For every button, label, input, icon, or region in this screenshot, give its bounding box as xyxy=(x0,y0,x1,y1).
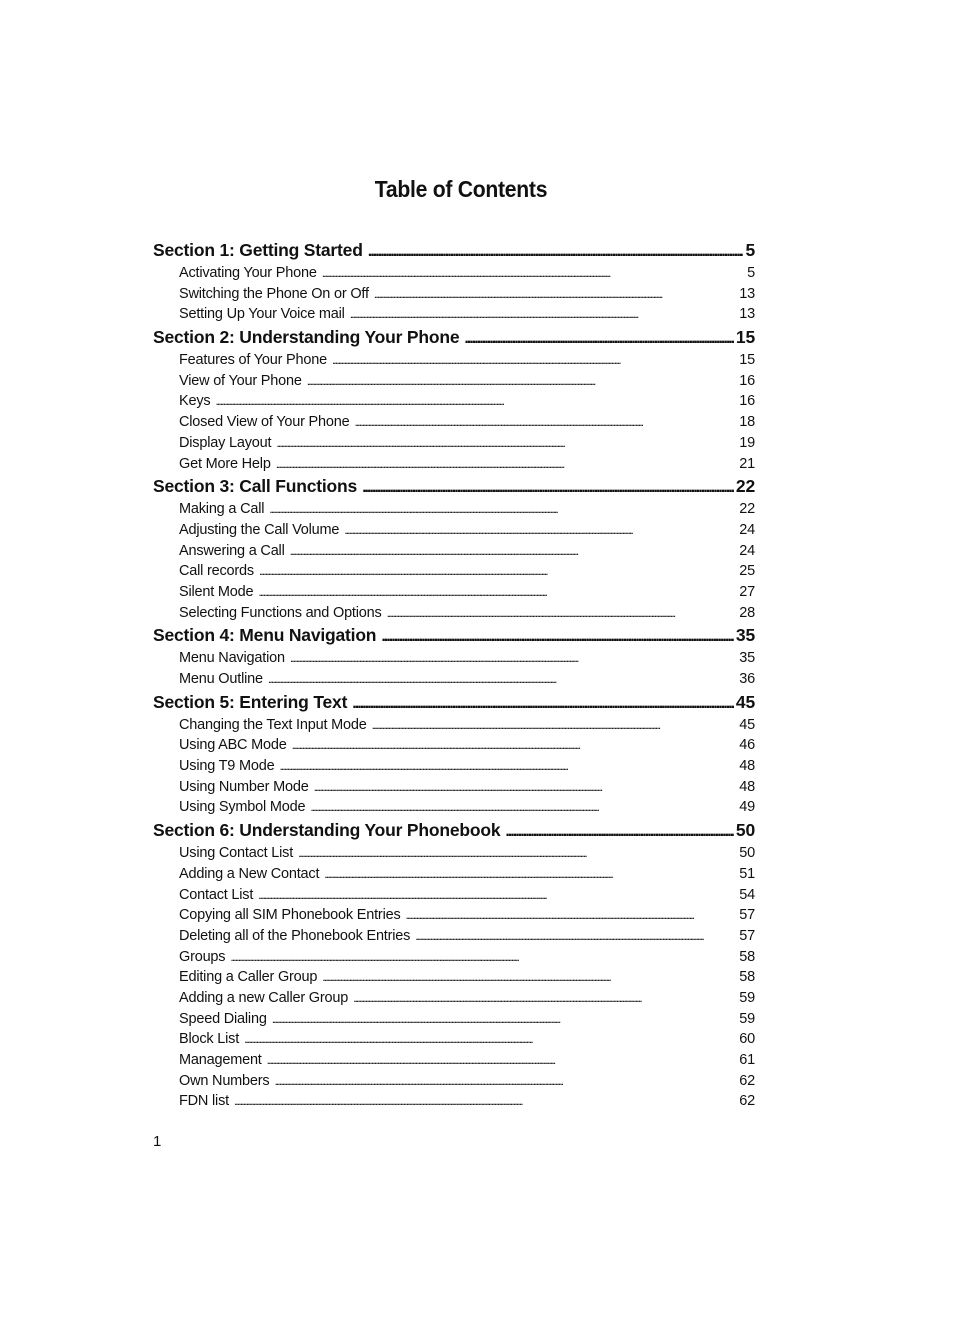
toc-entry-label: Menu Outline xyxy=(179,671,263,687)
dot-leader xyxy=(350,304,738,325)
toc-entry-label: Adding a New Contact xyxy=(179,865,320,882)
toc-entry[interactable] xyxy=(153,988,755,1009)
toc-section[interactable] xyxy=(153,238,755,263)
toc-section-label: Section 3: Call Functions xyxy=(153,476,358,497)
toc-entry[interactable] xyxy=(153,433,755,454)
dot-leader xyxy=(374,284,737,305)
toc-entry-label: Answering a Call xyxy=(179,542,285,559)
toc-entry[interactable] xyxy=(153,735,755,756)
toc-entry-label: Changing the Text Input Mode xyxy=(179,716,367,733)
toc-entry-page: 46 xyxy=(739,737,755,754)
toc-entry-label: Copying all SIM Phonebook Entries xyxy=(179,907,401,924)
dot-leader xyxy=(298,843,737,864)
toc-entry-page: 62 xyxy=(739,1093,755,1110)
dot-leader xyxy=(276,433,737,454)
toc-entry-label: Adjusting the Call Volume xyxy=(179,521,340,538)
dot-leader xyxy=(258,885,737,906)
table-of-contents xyxy=(153,238,755,1112)
dot-leader xyxy=(272,1009,738,1030)
dot-leader xyxy=(267,1050,738,1071)
toc-entry[interactable] xyxy=(153,648,755,669)
toc-entry[interactable] xyxy=(153,885,755,906)
toc-entry-page: 45 xyxy=(739,716,755,733)
dot-leader xyxy=(332,350,737,371)
toc-entry[interactable] xyxy=(153,561,755,582)
toc-entry-label: Silent Mode xyxy=(179,583,254,600)
toc-section-page: 50 xyxy=(735,820,755,841)
toc-entry[interactable] xyxy=(153,669,755,690)
toc-entry-label: Setting Up Your Voice mail xyxy=(179,306,345,323)
toc-entry-page: 50 xyxy=(739,845,755,862)
toc-section[interactable] xyxy=(153,325,755,350)
toc-entry-page: 16 xyxy=(739,393,755,410)
toc-entry-label: Activating Your Phone xyxy=(179,265,317,281)
toc-entry-label: Management xyxy=(179,1052,262,1068)
toc-entry[interactable] xyxy=(153,1009,755,1030)
toc-entry[interactable] xyxy=(153,603,755,624)
dot-leader xyxy=(406,905,738,926)
toc-section-page: 35 xyxy=(735,625,755,646)
toc-section-label: Section 4: Menu Navigation xyxy=(153,625,377,646)
toc-entry-label: Editing a Caller Group xyxy=(179,969,318,986)
toc-section[interactable] xyxy=(153,623,755,648)
toc-entry-label: Adding a new Caller Group xyxy=(179,989,349,1006)
dot-leader xyxy=(415,926,737,947)
toc-entry[interactable] xyxy=(153,715,755,736)
toc-entry-page: 21 xyxy=(739,455,755,472)
toc-entry-label: Using Symbol Mode xyxy=(179,799,306,816)
dot-leader xyxy=(274,1071,737,1092)
toc-entry-label: Switching the Phone On or Off xyxy=(179,285,369,302)
toc-entry-page: 16 xyxy=(739,372,755,389)
dot-leader xyxy=(505,819,734,843)
toc-entry[interactable] xyxy=(153,371,755,392)
toc-entry-label: FDN list xyxy=(179,1093,229,1110)
dot-leader xyxy=(292,735,738,756)
dot-leader xyxy=(276,454,738,475)
toc-entry[interactable] xyxy=(153,541,755,562)
toc-entry-label: Menu Navigation xyxy=(179,650,285,667)
toc-entry-label: Using ABC Mode xyxy=(179,737,287,754)
toc-entry[interactable] xyxy=(153,947,755,968)
toc-section[interactable] xyxy=(153,690,755,715)
toc-entry-page: 49 xyxy=(739,799,755,816)
toc-entry-page: 19 xyxy=(739,434,755,451)
dot-leader xyxy=(269,499,737,520)
toc-entry-label: Own Numbers xyxy=(179,1072,270,1089)
toc-entry[interactable] xyxy=(153,1029,755,1050)
toc-entry-page: 36 xyxy=(739,671,755,687)
toc-entry-page: 28 xyxy=(739,604,755,621)
toc-section-label: Section 6: Understanding Your Phonebook xyxy=(153,820,501,841)
toc-section-page: 45 xyxy=(735,691,755,712)
toc-entry-page: 57 xyxy=(739,907,755,924)
toc-entry-label: Get More Help xyxy=(179,455,271,472)
toc-section-page: 15 xyxy=(735,327,755,348)
toc-section[interactable] xyxy=(153,474,755,499)
dot-leader xyxy=(314,777,738,798)
toc-entry[interactable] xyxy=(153,797,755,818)
toc-entry[interactable] xyxy=(153,843,755,864)
toc-entry-label: Call records xyxy=(179,563,254,580)
dot-leader xyxy=(381,624,734,648)
toc-entry-page: 60 xyxy=(739,1031,755,1048)
dot-leader xyxy=(244,1029,737,1050)
dot-leader xyxy=(258,582,737,603)
toc-entry-label: Speed Dialing xyxy=(179,1010,267,1027)
toc-entry-page: 57 xyxy=(739,927,755,944)
toc-entry-label: Contact List xyxy=(179,886,254,903)
dot-leader xyxy=(259,561,737,582)
dot-leader xyxy=(362,475,734,499)
dot-leader xyxy=(268,669,737,690)
dot-leader xyxy=(372,715,738,736)
toc-entry[interactable] xyxy=(153,926,755,947)
toc-entry-page: 58 xyxy=(739,969,755,986)
toc-entry-page: 59 xyxy=(739,1010,755,1027)
toc-entry-label: Block List xyxy=(179,1031,240,1048)
toc-entry-page: 48 xyxy=(739,778,755,795)
dot-leader xyxy=(307,371,738,392)
toc-section-page: 22 xyxy=(735,476,755,497)
toc-entry[interactable] xyxy=(153,967,755,988)
toc-entry-page: 18 xyxy=(739,414,755,431)
dot-leader xyxy=(322,967,737,988)
page-title: Table of Contents xyxy=(374,176,548,202)
dot-leader xyxy=(279,756,737,777)
toc-entry-page: 22 xyxy=(739,501,755,518)
toc-entry-label: Keys xyxy=(179,393,211,410)
toc-entry-label: Using T9 Mode xyxy=(179,758,275,775)
toc-entry-label: Groups xyxy=(179,948,226,965)
toc-entry-page: 13 xyxy=(739,285,755,302)
dot-leader xyxy=(310,797,737,818)
toc-entry[interactable] xyxy=(153,412,755,433)
toc-entry-page: 54 xyxy=(739,886,755,903)
toc-entry[interactable] xyxy=(153,1091,755,1112)
toc-entry[interactable] xyxy=(153,1071,755,1092)
toc-entry[interactable] xyxy=(153,284,755,305)
dot-leader xyxy=(290,541,738,562)
toc-entry[interactable] xyxy=(153,864,755,885)
dot-leader xyxy=(322,263,745,284)
toc-section-label: Section 5: Entering Text xyxy=(153,691,348,712)
dot-leader xyxy=(387,603,738,624)
toc-entry-label: Using Number Mode xyxy=(179,778,309,795)
toc-entry-page: 51 xyxy=(739,865,755,882)
toc-section-label: Section 2: Understanding Your Phone xyxy=(153,327,460,348)
dot-leader xyxy=(464,326,734,350)
dot-leader xyxy=(324,864,737,885)
toc-entry-label: Using Contact List xyxy=(179,845,294,862)
toc-entry-page: 27 xyxy=(739,583,755,600)
toc-entry[interactable] xyxy=(153,756,755,777)
toc-entry[interactable] xyxy=(153,1050,755,1071)
toc-entry[interactable] xyxy=(153,454,755,475)
dot-leader xyxy=(290,648,737,669)
toc-section-page: 5 xyxy=(745,240,755,260)
toc-entry[interactable] xyxy=(153,391,755,412)
dot-leader xyxy=(230,947,737,968)
toc-entry-page: 62 xyxy=(739,1072,755,1089)
toc-entry-page: 61 xyxy=(739,1052,755,1068)
toc-entry-label: Deleting all of the Phonebook Entries xyxy=(179,927,411,944)
toc-entry-label: Making a Call xyxy=(179,501,265,518)
toc-section-label: Section 1: Getting Started xyxy=(153,240,363,260)
toc-entry-page: 24 xyxy=(739,542,755,559)
toc-section[interactable] xyxy=(153,818,755,843)
toc-entry-page: 25 xyxy=(739,563,755,580)
toc-entry-page: 35 xyxy=(739,650,755,667)
toc-entry-label: View of Your Phone xyxy=(179,372,302,389)
toc-entry-page: 5 xyxy=(747,265,755,281)
dot-leader xyxy=(368,239,744,263)
dot-leader xyxy=(354,412,737,433)
toc-entry[interactable] xyxy=(153,304,755,325)
toc-entry-page: 59 xyxy=(739,989,755,1006)
dot-leader xyxy=(352,691,734,715)
toc-entry-label: Display Layout xyxy=(179,434,272,451)
toc-entry[interactable] xyxy=(153,520,755,541)
toc-entry[interactable] xyxy=(153,263,755,284)
toc-entry-page: 58 xyxy=(739,948,755,965)
toc-entry[interactable] xyxy=(153,777,755,798)
toc-entry-page: 15 xyxy=(739,352,755,369)
toc-entry-label: Features of Your Phone xyxy=(179,352,327,369)
dot-leader xyxy=(234,1091,737,1112)
dot-leader xyxy=(215,391,737,412)
toc-entry-page: 24 xyxy=(739,521,755,538)
toc-entry[interactable] xyxy=(153,499,755,520)
toc-entry[interactable] xyxy=(153,905,755,926)
dot-leader xyxy=(344,520,737,541)
dot-leader xyxy=(353,988,737,1009)
toc-entry[interactable] xyxy=(153,582,755,603)
toc-entry-page: 13 xyxy=(739,306,755,323)
toc-entry-label: Closed View of Your Phone xyxy=(179,414,350,431)
toc-entry-page: 48 xyxy=(739,758,755,775)
toc-entry-label: Selecting Functions and Options xyxy=(179,604,382,621)
toc-entry[interactable] xyxy=(153,350,755,371)
page-number: 1 xyxy=(153,1133,162,1150)
